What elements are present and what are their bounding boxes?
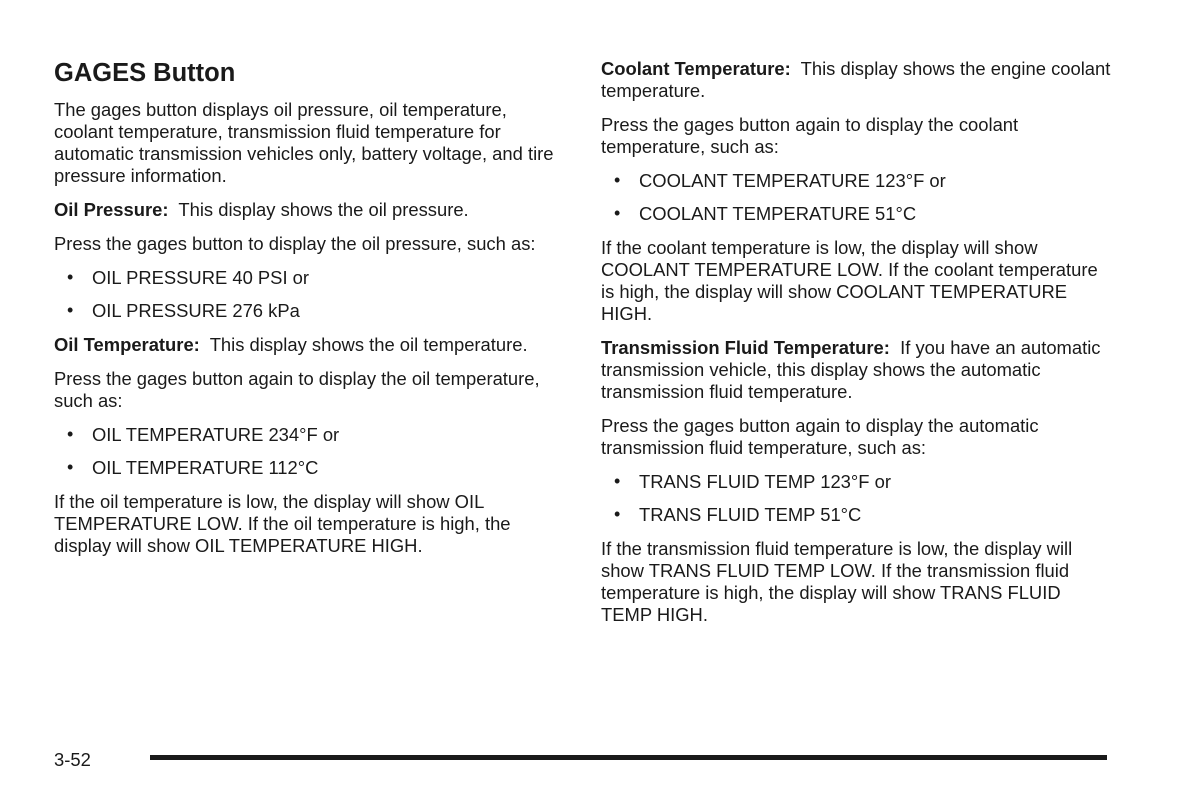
coolant-paragraph [601,58,1111,102]
coolant-instruction: Press the gages button again to display the coolant temperature, such as: [601,114,1019,157]
trans-paragraph [601,337,1111,403]
list-item: • OIL TEMPERATURE 234°F or [54,424,569,446]
oil-temp-examples [54,424,569,479]
oil-temp-paragraph [54,334,569,356]
oil-pressure-paragraph [54,199,569,221]
trans-instruction: Press the gages button again to display the automatic transmission fluid temperature, such as: [601,415,1039,458]
list-item: • OIL PRESSURE 40 PSI or [54,267,569,289]
coolant-examples [601,170,1111,225]
intro-paragraph: The gages button displays oil pressure, oil temperature, coolant temperature, transmission fluid temperature for automatic transmission vehicles only, battery voltage, and tire pressure information. [54,99,554,186]
list-item: • OIL TEMPERATURE 112°C [54,457,569,479]
left-column [54,58,569,569]
coolant-label: Coolant Temperature: [601,58,791,79]
list-item: • COOLANT TEMPERATURE 123°F or [601,170,1111,192]
page-number: 3-52 [54,749,91,770]
right-column [601,58,1111,638]
trans-label: Transmission Fluid Temperature: [601,337,890,358]
oil-temp-instruction: Press the gages button again to display the oil temperature, such as: [54,368,540,411]
trans-examples [601,471,1111,526]
oil-pressure-desc: This display shows the oil pressure. [178,199,469,220]
footer-rule [150,755,1107,760]
oil-pressure-examples [54,267,569,322]
coolant-desc: This display shows the engine coolant temperature. [601,58,1111,101]
list-item: • TRANS FLUID TEMP 51°C [601,504,1111,526]
coolant-note: If the coolant temperature is low, the display will show COOLANT TEMPERATURE LOW. If the coolant temperature is high, the display will show COOLANT TEMPERATURE HIGH. [601,237,1098,324]
list-item: • COOLANT TEMPERATURE 51°C [601,203,1111,225]
trans-note: If the transmission fluid temperature is low, the display will show TRANS FLUID TEMP LOW. If the transmission fluid temperature is high, the display will show TRANS FLUID TEMP HIGH. [601,538,1073,625]
list-item: • TRANS FLUID TEMP 123°F or [601,471,1111,493]
oil-temp-desc: This display shows the oil temperature. [209,334,528,355]
oil-temp-label: Oil Temperature: [54,334,200,355]
trans-desc: If you have an automatic transmission vehicle, this display shows the automatic transmission fluid temperature. [601,337,1101,402]
oil-temp-note: If the oil temperature is low, the display will show OIL TEMPERATURE LOW. If the oil temperature is high, the display will show OIL TEMPERATURE HIGH. [54,491,511,556]
oil-pressure-label: Oil Pressure: [54,199,169,220]
section-heading: GAGES Button [54,59,236,87]
list-item: • OIL PRESSURE 276 kPa [54,300,569,322]
oil-pressure-instruction: Press the gages button to display the oil pressure, such as: [54,233,536,254]
